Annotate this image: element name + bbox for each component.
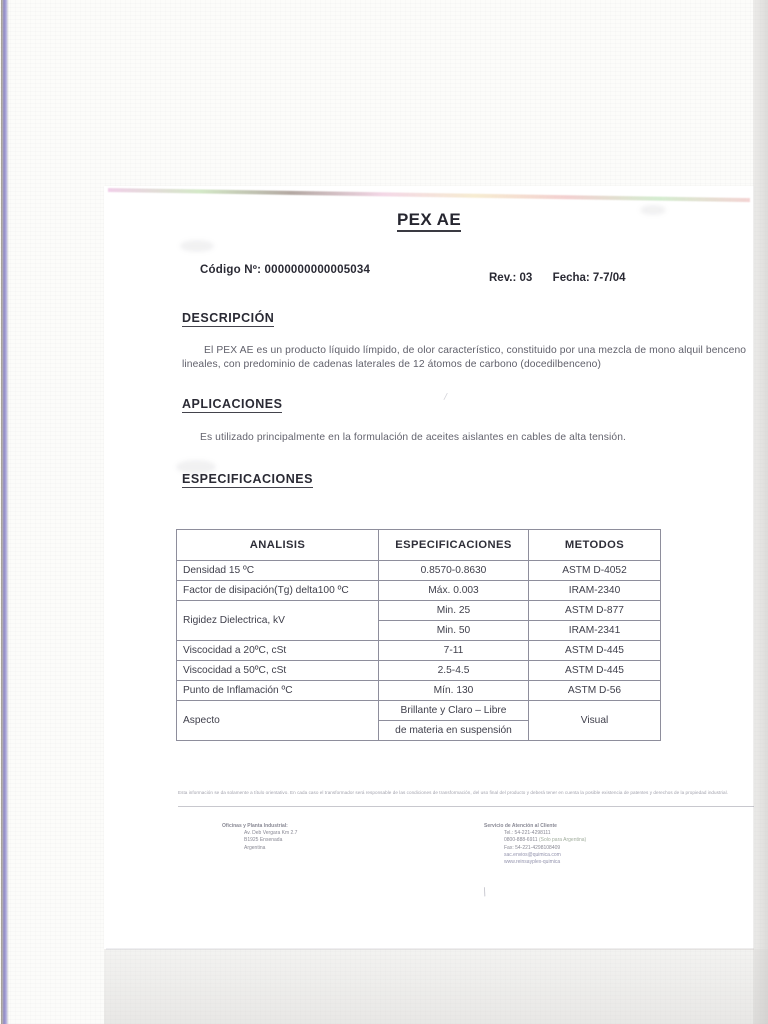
cell-especificacion: Mín. 130 — [379, 681, 529, 701]
specifications-table — [176, 529, 661, 741]
footer-divider — [178, 806, 754, 807]
cell-metodo: IRAM-2340 — [529, 581, 661, 601]
table-row — [177, 701, 661, 721]
cell-metodo: ASTM D-4052 — [529, 561, 661, 581]
cell-especificacion: de materia en suspensión — [379, 721, 529, 741]
plant-address-line3: Argentina — [244, 844, 266, 851]
cell-especificacion: 0.8570-0.8630 — [379, 561, 529, 581]
cell-analisis: Rigidez Dielectrica, kV — [177, 601, 379, 641]
plant-address-line2: B1925 Ensenada — [244, 837, 283, 844]
cell-analisis: Factor de disipación(Tg) delta100 ºC — [177, 581, 379, 601]
section-heading-especificaciones-text: ESPECIFICACIONES — [182, 472, 313, 486]
cell-metodo: ASTM D-445 — [529, 661, 661, 681]
table-header-especificaciones: ESPECIFICACIONES — [379, 530, 529, 561]
cell-metodo: ASTM D-877 — [529, 601, 661, 621]
customer-service-tollfree-note: (Solo para Argentina) — [538, 837, 587, 844]
specifications-table-wrapper — [176, 529, 660, 741]
table-row — [177, 581, 661, 601]
section-heading-aplicaciones — [182, 397, 282, 411]
document-date: Fecha: 7-7/04 — [552, 272, 626, 284]
cell-analisis: Viscocidad a 50ºC, cSt — [177, 661, 379, 681]
section-body-aplicaciones: Es utilizado principalmente en la formulación de aceites aislantes en cables de alta tensión. — [200, 432, 626, 443]
table-row — [177, 681, 661, 701]
cell-especificacion: 7-11 — [379, 641, 529, 661]
document-revision-date — [489, 272, 626, 284]
table-header-analisis: ANALISIS — [177, 530, 379, 561]
document-code — [200, 264, 370, 276]
customer-service-tollfree — [484, 837, 586, 844]
handwriting-mark: / — [480, 884, 489, 900]
customer-service-tel: Tel.: 54-221-4298111 — [504, 830, 551, 837]
paper-edge-right — [753, 0, 768, 1024]
plant-address-block — [222, 823, 297, 852]
customer-service-heading: Servicio de Atención al Cliente — [484, 823, 557, 829]
handwriting-mark: / — [442, 391, 448, 404]
table-row — [177, 661, 661, 681]
section-heading-descripcion — [182, 311, 274, 325]
document-revision: Rev.: 03 — [489, 272, 533, 284]
cell-metodo: ASTM D-445 — [529, 641, 661, 661]
cell-analisis: Densidad 15 ºC — [177, 561, 379, 581]
cell-especificacion: 2.5-4.5 — [379, 661, 529, 681]
customer-service-tollfree-number: 0800-888-6911 — [504, 837, 538, 844]
legal-disclaimer: Esta información se da solamente a título orientativo. En cada caso el transformador será responsable de las condiciones de transformación, del uso final del producto y deberá tener en cuenta la posible existencia de patentes y derechos de la propiedad industrial. — [178, 790, 728, 795]
document-content — [104, 186, 754, 949]
table-row — [177, 641, 661, 661]
section-heading-especificaciones — [182, 472, 313, 486]
scanner-edge-artifact — [1, 0, 9, 1024]
cell-analisis: Aspecto — [177, 701, 379, 741]
plant-address-line1: Av. Deb Vergara Km 2.7 — [244, 830, 298, 837]
cell-especificacion: Brillante y Claro – Libre — [379, 701, 529, 721]
cell-analisis: Punto de Inflamación ºC — [177, 681, 379, 701]
table-header-metodos: METODOS — [529, 530, 661, 561]
customer-service-email[interactable]: sac.envios@quimica.com — [504, 851, 561, 858]
table-row — [177, 601, 661, 621]
cell-especificacion: Máx. 0.003 — [379, 581, 529, 601]
table-row — [177, 561, 661, 581]
document-code-value: 0000000000005034 — [264, 264, 371, 276]
customer-service-block — [484, 823, 586, 866]
cell-metodo: Visual — [529, 701, 661, 741]
cell-especificacion: Min. 25 — [379, 601, 529, 621]
page-title — [104, 210, 754, 230]
cell-metodo: ASTM D-56 — [529, 681, 661, 701]
cell-especificacion: Min. 50 — [379, 621, 529, 641]
section-body-descripcion: El PEX AE es un producto líquido límpido, de olor característico, constituido por una mezcla de mono alquil benceno lineales, con predominio de cadenas laterales de 12 átomos de carbono (docedilbenceno) — [182, 345, 747, 370]
section-heading-descripcion-text: DESCRIPCIÓN — [182, 311, 275, 325]
cell-metodo: IRAM-2341 — [529, 621, 661, 641]
customer-service-website[interactable]: www.reinsayplex-quimica — [504, 859, 561, 866]
page-title-text: PEX AE — [397, 210, 461, 232]
cell-analisis: Viscocidad a 20ºC, cSt — [177, 641, 379, 661]
paper-edge-bottom — [104, 949, 768, 1024]
section-heading-aplicaciones-text: APLICACIONES — [182, 397, 283, 411]
table-header-row — [177, 530, 661, 561]
plant-address-heading: Oficinas y Planta Industrial: — [222, 823, 288, 829]
customer-service-fax: Fax: 54-221-4298108409 — [504, 844, 561, 851]
document-code-label: Código Nº: — [200, 264, 262, 276]
